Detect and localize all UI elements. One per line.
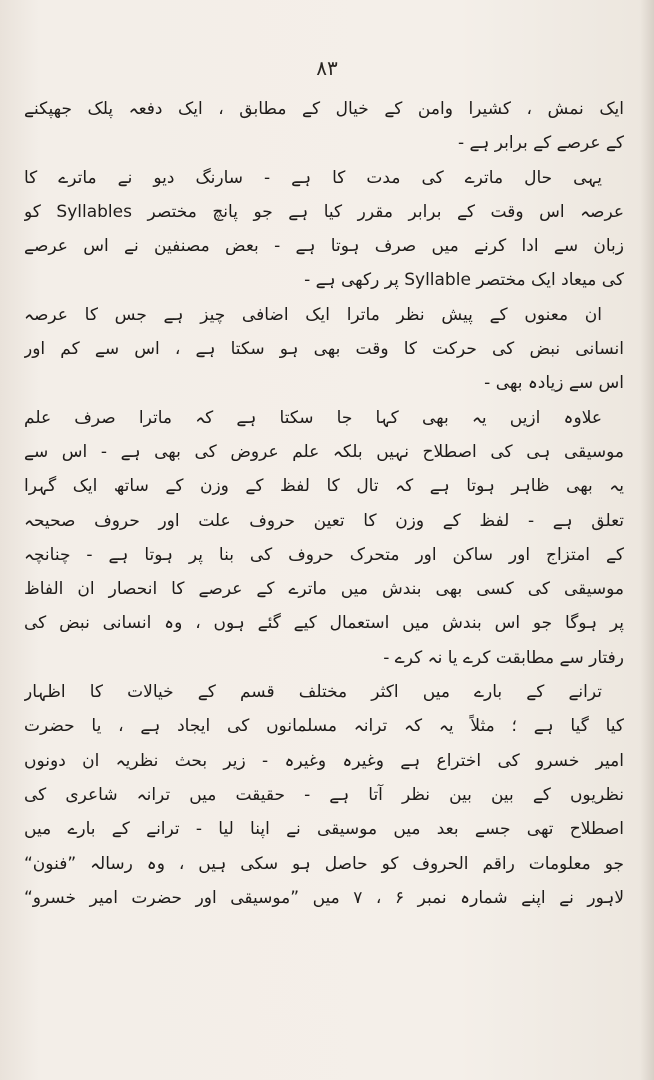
page-edge-shadow	[640, 0, 654, 1080]
text-line: اصطلاح تھی جسے بعد میں موسیقی نے اپنا لیا - ترانے کے بارے میں	[24, 819, 624, 840]
text-line: علاوہ ازیں یہ بھی کہا جا سکتا ہے کہ ماترا صرف علم	[24, 407, 602, 428]
text-line: تعلق ہے - لفظ کے وزن کا تعین حروف علت اور حروف صحیحہ	[24, 510, 624, 531]
text-line: لاہور نے اپنے شمارہ نمبر ۶ ، ۷ میں ”موسیقی اور حضرت امیر خسرو“	[24, 887, 624, 908]
text-line: ایک نمش ، کشیرا وامن کے خیال کے مطابق ، ایک دفعہ پلک جھپکنے	[24, 99, 624, 119]
text-line: عرصہ اس وقت کے برابر مقرر کیا ہے جو پانچ مختصر Syllables کو	[24, 201, 624, 222]
text-line: زبان سے ادا کرنے میں صرف ہوتا ہے - بعض مصنفین نے اس عرصے	[24, 236, 624, 257]
text-line: رفتار سے مطابقت کرے یا نہ کرے -	[383, 647, 624, 668]
text-line: موسیقی کی کسی بھی بندش میں ماترے کے عرصے کا انحصار ان الفاظ	[24, 579, 624, 600]
text-line: امیر خسرو کی اختراع ہے وغیرہ وغیرہ - زیر بحث نظریہ ان دونوں	[24, 750, 624, 771]
text-line: موسیقی ہی کی اصطلاح نہیں بلکہ علم عروض کی بھی ہے - اس سے	[24, 441, 624, 462]
text-line: جو معلومات راقم الحروف کو حاصل ہو سکی ہیں ، وہ رسالہ ”فنون“	[24, 853, 624, 874]
text-line: یہ بھی ظاہر ہوتا ہے کہ تال کا لفظ کے وزن کے ساتھ ایک گہرا	[24, 476, 624, 497]
text-line: یہی حال ماترے کی مدت کا ہے - سارنگ دیو نے ماترے کا	[24, 167, 602, 188]
text-line: کے عرصے کے برابر ہے -	[457, 133, 624, 154]
text-line: ترانے کے بارے میں اکثر مختلف قسم کے خیالات کا اظہار	[24, 682, 602, 703]
text-line: کیا گیا ہے ؛ مثلاً یہ کہ ترانہ مسلمانوں کی ایجاد ہے ، یا حضرت	[24, 716, 624, 737]
text-line: انسانی نبض کی حرکت کا وقت بھی ہو سکتا ہے ، اس سے کم اور	[24, 339, 624, 360]
text-line: نظریوں کے بین بین نظر آتا ہے - حقیقت میں ترانہ شاعری کی	[24, 784, 624, 805]
text-line: ان معنوں کے پیش نظر ماترا ایک اضافی چیز ہے جس کا عرصہ	[24, 304, 602, 325]
page-number: ۸۳	[316, 56, 338, 80]
text-line: کے امتزاج اور ساکن اور متحرک حروف کی بنا پر ہوتا ہے - چنانچہ	[24, 544, 624, 565]
body-text	[24, 92, 624, 915]
text-line: پر ہوگا جو اس بندش میں استعمال کیے گئے ہوں ، وہ انسانی نبض کی	[24, 613, 624, 634]
text-line: کی میعاد ایک مختصر Syllable پر رکھی ہے -	[304, 270, 624, 291]
text-line: اس سے زیادہ بھی -	[484, 373, 624, 394]
